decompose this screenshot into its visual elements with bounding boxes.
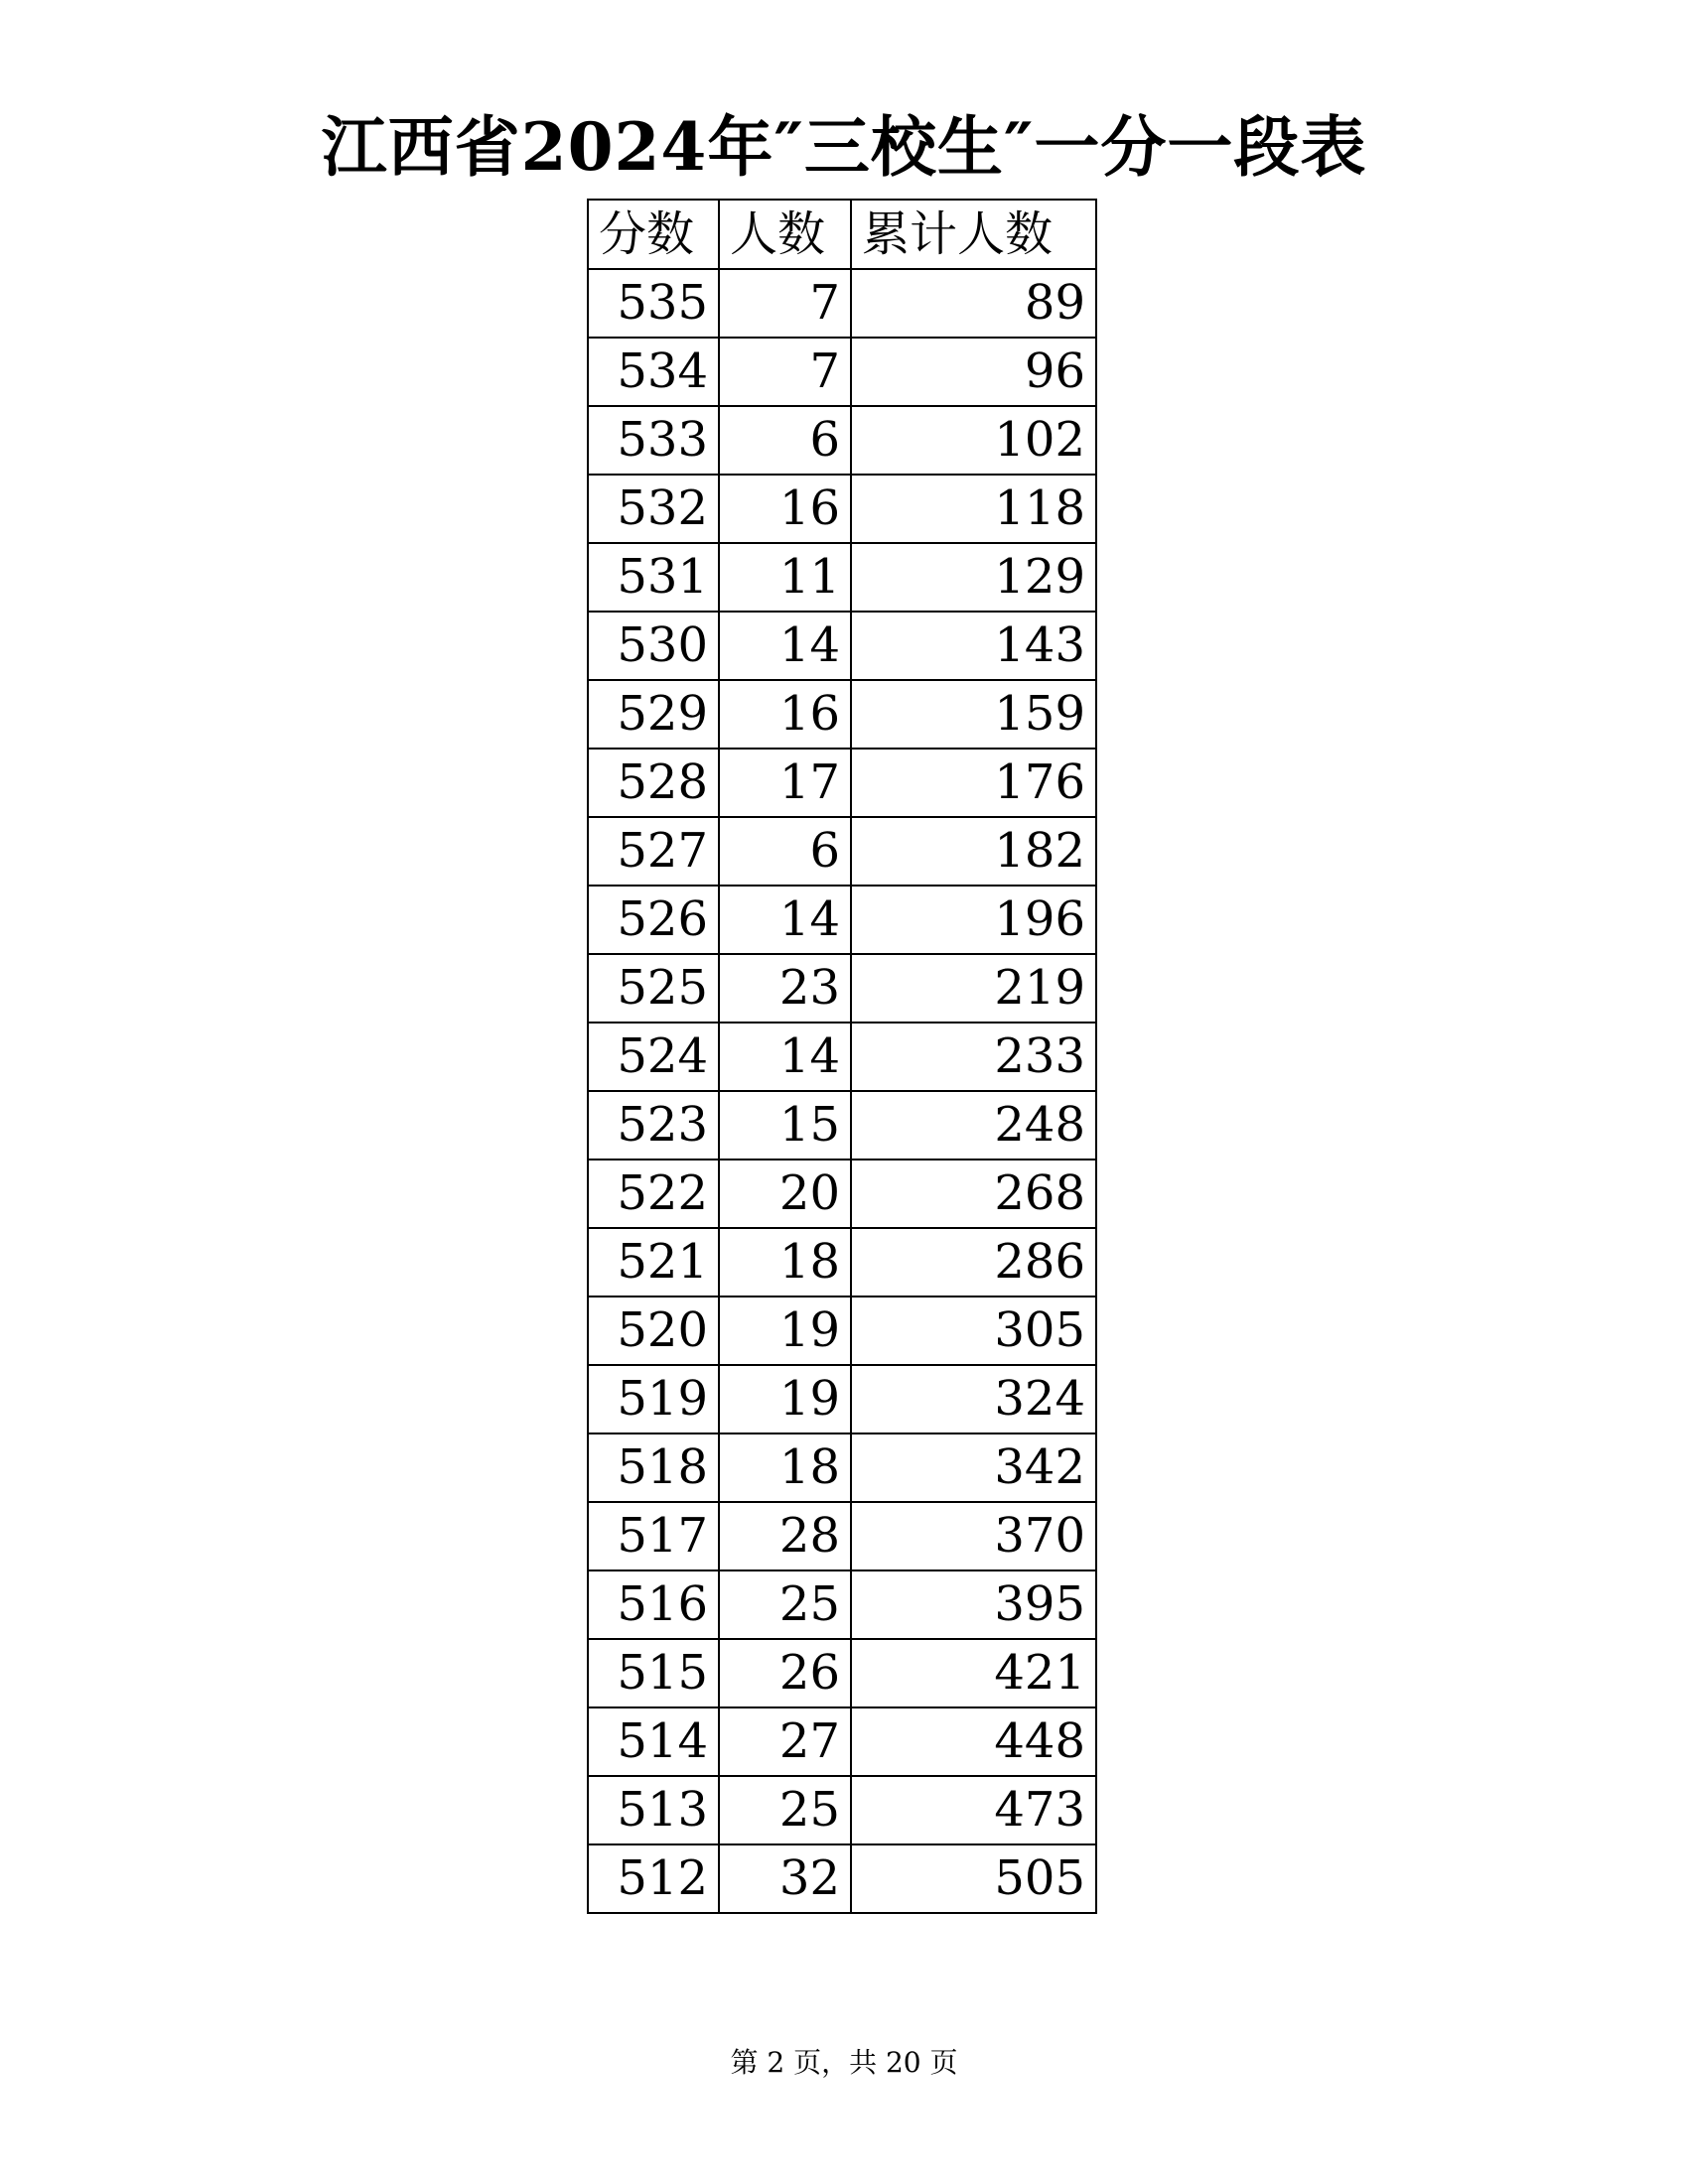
cell-score: 517 bbox=[588, 1502, 719, 1570]
cell-score: 531 bbox=[588, 543, 719, 612]
table-row bbox=[588, 886, 1096, 954]
cell-count: 20 bbox=[719, 1160, 851, 1228]
table-row bbox=[588, 1639, 1096, 1707]
cell-score: 512 bbox=[588, 1844, 719, 1913]
table-row bbox=[588, 1160, 1096, 1228]
table-row bbox=[588, 1502, 1096, 1570]
table-row bbox=[588, 406, 1096, 475]
table-row bbox=[588, 1433, 1096, 1502]
cell-count: 6 bbox=[719, 817, 851, 886]
cell-cumulative: 324 bbox=[851, 1365, 1096, 1433]
cell-score: 513 bbox=[588, 1776, 719, 1844]
cell-cumulative: 342 bbox=[851, 1433, 1096, 1502]
cell-score: 514 bbox=[588, 1707, 719, 1776]
header-count: 人数 bbox=[719, 200, 851, 269]
cell-score: 519 bbox=[588, 1365, 719, 1433]
cell-count: 16 bbox=[719, 680, 851, 749]
cell-score: 528 bbox=[588, 749, 719, 817]
table-row bbox=[588, 1023, 1096, 1091]
cell-cumulative: 196 bbox=[851, 886, 1096, 954]
cell-cumulative: 448 bbox=[851, 1707, 1096, 1776]
cell-cumulative: 89 bbox=[851, 269, 1096, 338]
cell-score: 535 bbox=[588, 269, 719, 338]
cell-score: 532 bbox=[588, 475, 719, 543]
table-row bbox=[588, 749, 1096, 817]
cell-count: 25 bbox=[719, 1570, 851, 1639]
table-header-row bbox=[588, 200, 1096, 269]
page-footer: 第 2 页，共 20 页 bbox=[730, 2046, 958, 2079]
table-row bbox=[588, 680, 1096, 749]
cell-cumulative: 159 bbox=[851, 680, 1096, 749]
cell-score: 524 bbox=[588, 1023, 719, 1091]
cell-cumulative: 473 bbox=[851, 1776, 1096, 1844]
table-row bbox=[588, 269, 1096, 338]
cell-cumulative: 129 bbox=[851, 543, 1096, 612]
cell-score: 533 bbox=[588, 406, 719, 475]
header-score: 分数 bbox=[588, 200, 719, 269]
table-row bbox=[588, 1365, 1096, 1433]
table-row bbox=[588, 1228, 1096, 1297]
cell-cumulative: 370 bbox=[851, 1502, 1096, 1570]
cell-cumulative: 96 bbox=[851, 338, 1096, 406]
cell-count: 26 bbox=[719, 1639, 851, 1707]
cell-count: 7 bbox=[719, 338, 851, 406]
table-row bbox=[588, 954, 1096, 1023]
cell-score: 527 bbox=[588, 817, 719, 886]
cell-score: 518 bbox=[588, 1433, 719, 1502]
cell-cumulative: 505 bbox=[851, 1844, 1096, 1913]
table-row bbox=[588, 338, 1096, 406]
cell-count: 14 bbox=[719, 1023, 851, 1091]
cell-count: 14 bbox=[719, 612, 851, 680]
table-row bbox=[588, 1844, 1096, 1913]
table-row bbox=[588, 475, 1096, 543]
cell-cumulative: 118 bbox=[851, 475, 1096, 543]
header-cumulative: 累计人数 bbox=[851, 200, 1096, 269]
cell-count: 27 bbox=[719, 1707, 851, 1776]
table-row bbox=[588, 1570, 1096, 1639]
cell-count: 18 bbox=[719, 1228, 851, 1297]
cell-count: 25 bbox=[719, 1776, 851, 1844]
cell-cumulative: 248 bbox=[851, 1091, 1096, 1160]
cell-score: 521 bbox=[588, 1228, 719, 1297]
cell-count: 19 bbox=[719, 1297, 851, 1365]
cell-cumulative: 182 bbox=[851, 817, 1096, 886]
cell-count: 32 bbox=[719, 1844, 851, 1913]
cell-cumulative: 233 bbox=[851, 1023, 1096, 1091]
cell-count: 16 bbox=[719, 475, 851, 543]
cell-count: 14 bbox=[719, 886, 851, 954]
cell-count: 15 bbox=[719, 1091, 851, 1160]
cell-count: 28 bbox=[719, 1502, 851, 1570]
table-row bbox=[588, 1297, 1096, 1365]
table-row bbox=[588, 543, 1096, 612]
cell-count: 17 bbox=[719, 749, 851, 817]
cell-score: 522 bbox=[588, 1160, 719, 1228]
cell-count: 6 bbox=[719, 406, 851, 475]
cell-cumulative: 395 bbox=[851, 1570, 1096, 1639]
table-row bbox=[588, 612, 1096, 680]
cell-count: 7 bbox=[719, 269, 851, 338]
cell-cumulative: 219 bbox=[851, 954, 1096, 1023]
cell-score: 515 bbox=[588, 1639, 719, 1707]
page-title: 江西省2024年″三校生″一分一段表 bbox=[321, 108, 1367, 186]
cell-cumulative: 305 bbox=[851, 1297, 1096, 1365]
table-body bbox=[588, 269, 1096, 1913]
cell-cumulative: 176 bbox=[851, 749, 1096, 817]
cell-score: 526 bbox=[588, 886, 719, 954]
cell-cumulative: 421 bbox=[851, 1639, 1096, 1707]
cell-score: 534 bbox=[588, 338, 719, 406]
table-row bbox=[588, 1091, 1096, 1160]
cell-score: 530 bbox=[588, 612, 719, 680]
table-row bbox=[588, 1776, 1096, 1844]
cell-count: 23 bbox=[719, 954, 851, 1023]
cell-count: 11 bbox=[719, 543, 851, 612]
cell-score: 529 bbox=[588, 680, 719, 749]
cell-count: 19 bbox=[719, 1365, 851, 1433]
cell-score: 523 bbox=[588, 1091, 719, 1160]
cell-score: 516 bbox=[588, 1570, 719, 1639]
cell-cumulative: 268 bbox=[851, 1160, 1096, 1228]
cell-count: 18 bbox=[719, 1433, 851, 1502]
cell-cumulative: 286 bbox=[851, 1228, 1096, 1297]
cell-score: 520 bbox=[588, 1297, 719, 1365]
cell-cumulative: 143 bbox=[851, 612, 1096, 680]
cell-score: 525 bbox=[588, 954, 719, 1023]
cell-cumulative: 102 bbox=[851, 406, 1096, 475]
table-row bbox=[588, 1707, 1096, 1776]
score-distribution-table bbox=[587, 199, 1097, 1914]
table-row bbox=[588, 817, 1096, 886]
